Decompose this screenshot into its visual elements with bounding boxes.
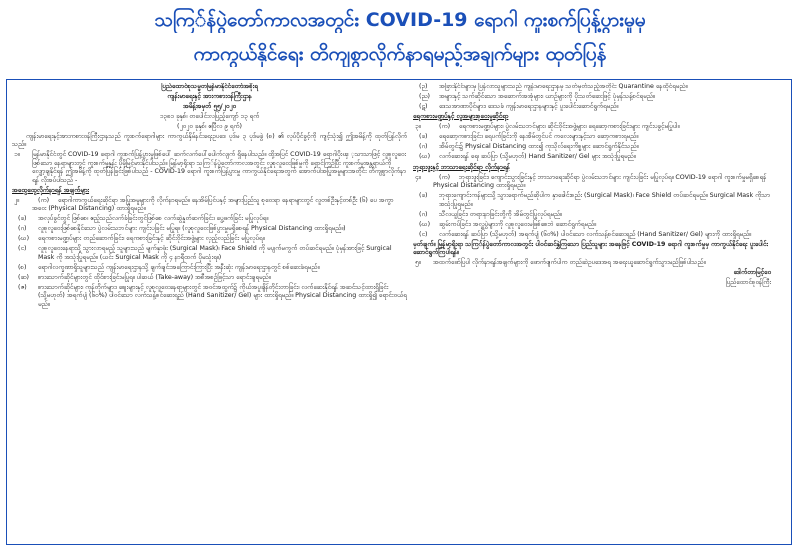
clause-letter: (က): [38, 197, 50, 205]
clause: [32, 197, 393, 212]
clause-text: အိမ်တွင်း၌ Physical Distancing ထား၍ ကုသိုလ်ရေးကိစ္စများ ဆောင်ရွက်နိုင်သည်။: [439, 143, 639, 151]
issuer-ministry: ကျန်းမာရေးနှင့် အားကစားဝန်ကြီးဌာန: [167, 93, 252, 100]
clause: [433, 123, 679, 130]
clause-text: ဒေသအာဏာပိုင်များ၊ ဒေသခံ ကျန်းမာရေးဌာနများနှင့် ပူးပေါင်းဆောင်ရွက်ရမည်။: [439, 103, 619, 110]
clause-letter: (ဆ): [18, 273, 30, 281]
clause: [413, 133, 789, 141]
clause-letter: (ဂ): [18, 225, 27, 233]
headline-line-2: ကာကွယ်နိုင်ရေး တိကျစွာလိုက်နာရမည့်အချက်များ ထုတ်ပြန်: [193, 43, 607, 65]
clause-letter: (ဂ): [419, 143, 428, 151]
clause: [12, 225, 407, 233]
clause-text: အလုပ်ခွင်တွင် ဖြစ်စေ၊ ဧည့်သည်လက်ခံခြင်းတွင်ဖြစ်စေ လက်ဆွဲနှုတ်ဆက်ခြင်း၊ ပွေ့ဖက်ခြင်း မပြုလုပ်ရ။: [38, 215, 269, 223]
clause-text: ဆွမ်းကပ်ခြင်း၊ အလှူပွဲများကို လူစုလူဝေးမဖြစ်စေဘဲ ဆောင်ရွက်ရမည်။: [439, 220, 596, 228]
clause: [413, 231, 789, 239]
clause: [12, 264, 407, 272]
clause-letter: (ည): [419, 93, 431, 100]
paragraph-number: ၅။: [415, 259, 421, 267]
paragraph-4: [413, 174, 789, 191]
paragraph-text: မြန်မာနိုင်ငံတွင် COVID-19 ရောဂါ ကူးစက်ပြန့်ပွားမှုဖြစ်ပေါ် ဆက်လက်ပေါ်ပေါက်လျက် ရှိနေပါသည်။ ထို့အပြင် COVID-19 ရောဂါပိုးၾ ့သာသာဖြင့် လူစုလူဝေးဖြစ်သော နေရာများတွင် ကူးစက်မှုနှုန်း ပိုမိုမြင့်မားနိုင်ပါသည်။ မြန်မာ့ရိုးရာ သကြ်န်ပွဲတော်ကာလအတွင်း လူစုလူဝေးဖြစ်မှုကို ရှောင်ကြဉ်ပြီး ကူးစက်မှုအန္တရာယ်ကို လျှော့ချနိုင်ရန် ဤအမိန့်ကို ထုတ်ပြန်ခြင်းဖြစ်ပါသည် - COVID-19 ရောဂါ ကူးစက်ပြန့်ပွားမှု ကာကွယ်နိုင်ရေးအတွက် အောက်ပါအပြုအမူများအတိုင်း တိကျစွာလိုက်နာရန် လိုအပ်ပါသည် -: [32, 151, 407, 184]
paragraph-2: [12, 197, 407, 214]
order-date-myanmar: ၁၃၈၁ ခုနှစ်၊ တပေါင်းလပြည့်ကျော် ၁၃ ရက်: [159, 113, 260, 120]
paragraph-5: [413, 259, 789, 267]
clause: [413, 221, 789, 229]
clause: [12, 245, 407, 262]
paragraph-text: အထက်ဖော်ပြပါ လိုက်နာရန်အချက်များကို ဖောက်ဖျက်ပါက တည်ဆဲဥပဒေအရ အရေးယူဆောင်ရွက်သွားမည်ဖြစ်ပါသည်။: [433, 259, 706, 267]
clause-letter: (င): [18, 245, 27, 253]
clause-text: ဘုရားဖူးခြင်း၊ ကျောင်းသွားခြင်းနှင့် ဘာသာရေးဆိုင်ရာ ပွဲလမ်းသဘင်များ ကျင်းပခြင်း မပြုလုပ်ရ။ COVID-19 ရောဂါ ကူးစက်မှုမရှိစေရန် Physical Distancing ထားရှိရမည်။: [433, 173, 767, 190]
clause-text: လက်ဆေးရန် ရေ၊ ဆပ်ပြာ (သို့မဟုတ်) Hand Sanitizer/ Gel များ အသုံးပြုရမည်။: [439, 153, 636, 161]
clause: [413, 192, 789, 209]
clause-letter: (ခ): [18, 215, 27, 223]
signatory-title: ပြည်ထောင်စုဝန်ကြီး: [725, 279, 771, 287]
clause-letter: (ခ): [419, 192, 428, 200]
clause: [413, 83, 789, 91]
clause-letter: (ဇ): [18, 283, 27, 291]
clause-letter: (ဃ): [18, 235, 30, 243]
clause-text: ရေကစားမဏ္ဍပ်များ တည်ဆောက်ခြင်း၊ ရေကစားခြင်းနှင့် ဆိုင်းဝိုင်းအဖွဲ့များ လှည့်လည်ခြင်း မပြုလုပ်ရ။: [38, 235, 265, 243]
clause-text: လူစုလူဝေးနေရာသို့ သွားလာရမည့် သူများသည် မျက်နှာဖုံး (Surgical Mask)၊ Face Shield ကို မပျက်မကွက် တပ်ဆင်ရမည်။ ပုံမှန်အားဖြင့် Surgical Mask ကို အသုံးပြုရမည်။ (ယင်း Surgical Mask ကို ၄ နာရီထက် ပိုမသုံးရ။): [38, 245, 392, 261]
clause-letter: (ဃ): [419, 153, 431, 161]
clause-text: ရောဂါလက္ခဏာရှိသူများသည် ကျန်းမာရေးဌာနသို့ ချက်ချင်းအကြောင်းကြားပြီး အနီးဆုံး ကျန်းမာရေးဌာနတွင် စစ်ဆေးခံရမည်။: [38, 263, 320, 271]
paragraph-number: ၃။: [415, 123, 421, 131]
headline-line-1: သကြ်န်ပွဲတော်ကာလအတွင်း COVID-19 ရောဂါ ကူးစက်ပြန့်ပွားမှုမှ: [154, 9, 646, 31]
clause-text: အများနှင့် သက်ဆိုင်သော အဆောက်အအုံများ၊ ယာဉ်များကို ပိုးသတ်ဆေးဖြင့် ပုံမှန်သန့်စင်ရမည်။: [439, 93, 655, 100]
clause: [433, 174, 766, 189]
clause-letter: (က): [439, 123, 451, 131]
clause-text: လက်ဆေးရန် ဆပ်ပြာ (သို့မဟုတ်) အရက်ပျံ (၆၀%) ပါဝင်သော လက်သန့်စင်ဆေးရည် (Hand Sanitizer/ Gel) များကို ထားရှိရမည်။: [439, 230, 752, 238]
clause-letter: (ဂ): [419, 210, 428, 218]
section-heading-general: အထွေထွေလိုက်နာရန် အချက်များ: [12, 187, 90, 195]
clause-text: ဘုရားကျောင်းကန်များသို့ သွားရောက်မည်ဆိုပါက နှာခေါင်းစည်း (Surgical Mask)၊ Face Shield တပ်ဆင်ရမည်။ Surgical Mask ကိုသာ အသုံးပြုရမည်။: [439, 192, 770, 208]
paragraph-number: ၄။: [415, 173, 421, 181]
clause: [12, 215, 407, 223]
clause: [413, 143, 789, 151]
intro-paragraph: ကျန်းမာရေးနှင့်အားကစားဝန်ကြီးဌာနသည် ကူးစက်ရောဂါများ ကာကွယ်နှိမ်နင်းရေးဥပဒေ ပုဒ်မ ၃ ပုဒ်မခွဲ (စ) ၏ လုပ်ပိုင်ခွင့်ကို ကျင့်သုံး၍ ဤအမိန့်ကို ထုတ်ပြန်လိုက်သည်။: [12, 133, 407, 149]
right-column: [413, 83, 789, 543]
paragraph-number: ၂။: [14, 197, 19, 205]
left-column: [12, 83, 407, 543]
clause-text: စားသောက်ဆိုင်များ၊ ကုန်တိုက်များ၊ စျေးများနှင့် လူစုလူဝေးနေရာများတွင် အဝင်အထွက်၌ ကိုယ်အပူချိန်တိုင်းတာခြင်း၊ လက်ဆေးနိုင်ရန် အဆင်သင့်ထားရှိခြင်း (သို့မဟုတ်) အရက်ပျံ (၆၀%) ပါဝင်သော လက်သန့်စင်ဆေးရည် (Hand Sanitizer/ Gel) များ ထားရှိရမည်။ Physical Distancing ထားရှိ၍ ရောင်းဝယ်ရမည်။: [38, 283, 407, 308]
clause: [413, 103, 789, 111]
paragraph-1: [12, 151, 407, 185]
clause: [12, 274, 407, 282]
order-number: အမိန့်အမှတ် ၅၅/၂၀၂၀: [183, 103, 236, 110]
clause-text: စားသောက်ဆိုင်များတွင် ထိုင်စားခြင်းမပြုရ။ ပါဆယ် (Take-away) အစီအစဉ်ဖြင့်သာ ရောင်းချရမည်။: [38, 273, 271, 281]
clause: [12, 235, 407, 243]
section-heading-water-festival: ရေကစားမဏ္ဍပ်နှင့် လူအများစုဝေးမှုဆိုင်ရာ: [413, 113, 509, 121]
paragraph-3: [413, 123, 789, 131]
clause-text: လူစုလူဝေးဖြစ်စေနိုင်သော ပွဲလမ်းသဘင်များ ကျင်းပခြင်း မပြုရ။ (လူစုလူဝေးဖြစ်ပွားမှုမရှိစေရန် Physical Distancing ထားရှိရမည်။): [38, 225, 346, 233]
clause-text: သီလယူခြင်း၊ တရားနာခြင်းတို့ကို အိမ်တွင်ပြုလုပ်ရမည်။: [439, 210, 562, 218]
clause: [413, 93, 789, 101]
clause: [413, 153, 789, 161]
clause-letter: (ဃ): [419, 220, 431, 228]
clause-text: ရောဂါကာကွယ်ရေးဆိုင်ရာ အပြုအမူများကို လိုက်နာရမည်။ နေအိမ်ပြင်ပနှင့် အများပြည်သူ စုဝေးရာ နေရာများတွင် လူတစ်ဦးနှင့်တစ်ဦး (၆) ပေ အကွာအဝေး (Physical Distancing) ထားရှိရမည်။: [32, 197, 394, 213]
paragraph-number: ၁။: [14, 151, 20, 159]
clause-text: အခြားနိုင်ငံများမှ ပြန်လာသူများသည် ကျန်းမာရေးဌာနမှ သတ်မှတ်သည့်အတိုင်း Quarantine နေထိုင်ရမည်။: [439, 83, 688, 90]
headline-banner: [0, 0, 800, 80]
clause: [12, 284, 407, 309]
note-paragraph: မှတ်ချက်။ မြန်မာ့ရိုးရာ သကြ်န်ပွဲတော်ကာလအတွင်း ပါဝင်ဆင်နွှဲကြသော ပြည်သူများ အနေဖြင့် COVID-19 ရောဂါ ကူးစက်မှုမှ ကာကွယ်နိုင်ရေး ပူးပေါင်းဆောင်ရွက်ကြပါရန်။: [413, 240, 768, 257]
clause-letter: (စ): [18, 263, 27, 271]
clause-letter: (ဉ): [419, 83, 428, 90]
clause-letter: (ခ): [419, 133, 428, 141]
issuer-government: ပြည်ထောင်စုသမ္မတမြန်မာနိုင်ငံတော်အစိုးရ: [161, 83, 258, 90]
clause: [413, 211, 789, 219]
order-date-gregorian: (၂၀၂၀ ခုနှစ်၊ ဧပြီလ ၉ ရက်): [177, 123, 242, 130]
section-heading-religious: ဘုရားဖူးနှင့် ဘာသာရေးဆိုင်ရာ လိုက်နာရန်: [413, 163, 510, 171]
clause-text: ရေဆော့ကစားခြင်း၊ ရေပက်ခြင်းကို နေအိမ်တွင်ပင် ကလေးများနှင့်သာ ဆော့ကစားရမည်။: [439, 133, 639, 141]
clause-letter: (က): [439, 173, 451, 181]
clause-letter: (ဋ): [419, 103, 428, 110]
clause-letter: (င): [419, 230, 428, 238]
signatory-name: ဒေါက်တာမြင့်ဝေ: [733, 269, 771, 277]
clause-text: ရေကစားမဏ္ဍပ်များ၊ ပွဲလမ်းသဘင်များ၊ ဆိုင်းဝိုင်းအဖွဲ့များ၊ ရေဆော့ကစားခြင်းများ ကျင်းပခွင့်မပြုပါ။: [459, 123, 680, 131]
